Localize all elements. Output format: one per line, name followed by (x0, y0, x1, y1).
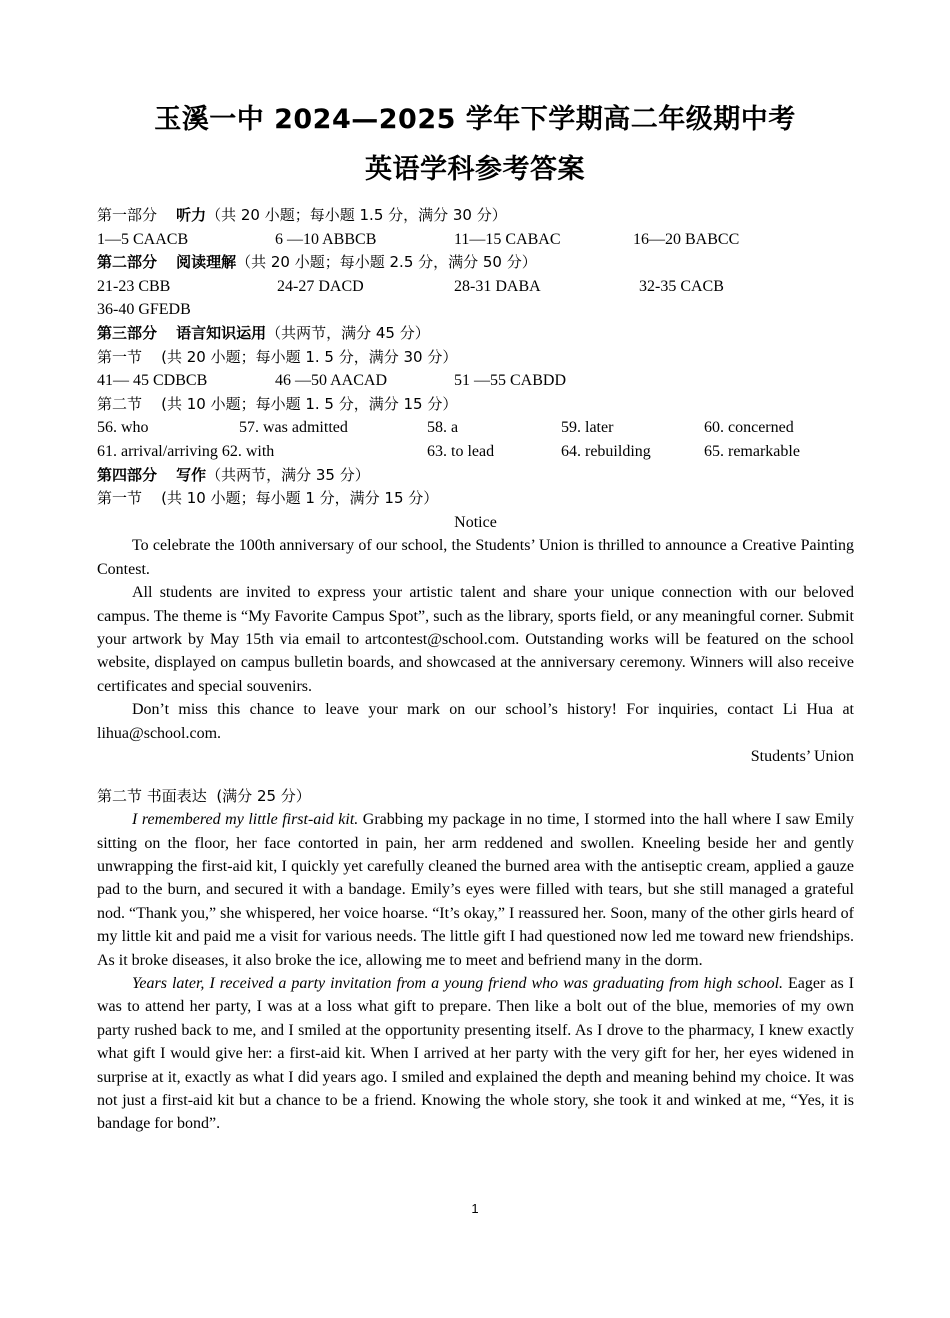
answer-content (97, 204, 854, 1136)
part3-sec2-row1 (97, 416, 854, 440)
essay-paragraph (97, 808, 854, 972)
answer-group: 32-35 CACB (639, 277, 724, 295)
notice-paragraph: All students are invited to express your artistic talent and share your unique connection with our beloved campus. The theme is “My Favorite Campus Spot”, such as the library, sports field, or any meaningful corner. Submit your artwork by May 15th via email to artcontest@school.com. Outstanding works will be featured on the school website, displayed on campus bulletin boards, and showcased at the anniversary ceremony. Winners will also receive certificates and special souvenirs. (97, 584, 854, 695)
section-label: 第一节 (97, 347, 143, 366)
answer-group: 28-31 DABA (454, 277, 541, 295)
answer-group: 51 —55 CABDD (454, 372, 567, 390)
answer-group: 46 —50 AACAD (275, 372, 388, 390)
part4-name: 写作 (176, 465, 207, 484)
section-label: 第二节 书面表达 (97, 786, 207, 805)
notice-heading: Notice (454, 513, 497, 531)
answer-item: 57. was admitted (239, 419, 348, 437)
part2-answers (97, 275, 854, 299)
notice-paragraph: To celebrate the 100th anniversary of our school, the Students’ Union is thrilled to announce a Creative Painting Contest. (97, 537, 854, 578)
part3-heading (97, 322, 854, 346)
section-note: (满分 25 分） (216, 786, 311, 805)
part2-note: （共 20 小题；每小题 2.5 分，满分 50 分） (236, 253, 537, 272)
answer-group: 21-23 CBB (97, 277, 171, 295)
part4-sec2-heading (97, 785, 854, 809)
part1-note: （共 20 小题；每小题 1.5 分，满分 30 分） (206, 206, 507, 224)
notice-signature: Students’ Union (750, 747, 854, 765)
title-line-1: 玉溪一中 2024—2025 学年下学期高二年级期中考 (154, 104, 796, 135)
essay-lead-sentence: Years later, I received a party invitation from a young friend who was graduating from high school. (132, 975, 784, 992)
part3-sec1-heading (97, 346, 854, 370)
answer-group: 16—20 BABCC (633, 230, 740, 248)
part1-name: 听力 (176, 206, 207, 224)
answer-item: 64. rebuilding (561, 442, 651, 460)
part2-name: 阅读理解 (176, 253, 237, 272)
answer-group: 36-40 GFEDB (97, 301, 191, 319)
essay-body: Eager as I was to attend her party, I was at a loss what gift to prepare. Then like a bolt out of the blue, memories of my own party rushed back to me, and I smiled at the opportunity presenting itself. As I drove to the pharmacy, I knew exactly what gift I would give her: a first-aid kit. When I arrived at her party with the very gift for her, her eyes widened in surprise at it, exactly as what I did years ago. I smiled and explained the depth and meaning behind my choice. It was not just a first-aid kit but a chance to be a friend. Knowing the whole story, she took it and winked at me, “Yes, it is bandage for bond”. (97, 975, 855, 1133)
title-line-2: 英语学科参考答案 (365, 154, 585, 185)
part3-prefix: 第三部分 (97, 323, 158, 342)
part1-prefix: 第一部分 (97, 206, 158, 224)
section-label: 第二节 (97, 394, 143, 413)
essay-lead-sentence: I remembered my little first-aid kit. (132, 811, 359, 829)
answer-item: 58. a (427, 419, 459, 437)
section-label: 第一节 (97, 489, 143, 508)
part2-heading (97, 251, 854, 275)
answer-group: 1—5 CAACB (97, 230, 189, 248)
part1-answers (97, 228, 854, 252)
essay-paragraph (97, 972, 854, 1136)
page-number: 1 (471, 1201, 479, 1216)
part4-note: （共两节，满分 35 分） (206, 465, 370, 484)
answer-item: 61. arrival/arriving 62. with (97, 442, 275, 460)
part3-name: 语言知识运用 (176, 323, 267, 342)
answer-group: 6 —10 ABBCB (275, 230, 377, 248)
answer-group: 24-27 DACD (277, 277, 364, 295)
part3-sec2-row2 (97, 440, 854, 464)
part2-answers-2 (97, 298, 854, 322)
part2-prefix: 第二部分 (97, 253, 158, 272)
part4-sec1-heading (97, 487, 854, 511)
part4-prefix: 第四部分 (97, 465, 158, 484)
answer-item: 56. who (97, 419, 149, 437)
answer-item: 59. later (561, 419, 614, 437)
answer-item: 65. remarkable (704, 442, 800, 460)
part3-sec2-heading (97, 393, 854, 417)
part3-sec1-answers (97, 369, 854, 393)
section-note: (共 10 小题；每小题 1 分，满分 15 分） (161, 489, 439, 508)
answer-item: 60. concerned (704, 419, 794, 437)
answer-item: 63. to lead (427, 442, 495, 460)
part1-heading (97, 204, 854, 228)
essay-body: Grabbing my package in no time, I stormed into the hall where I saw Emily sitting on the floor, her face contorted in pain, her arm reddened and swollen. Kneeling beside her and gently unwrapping the first-aid kit, I quickly yet carefully cleaned the burned area with the antiseptic cream, applied a gauze pad to the burn, and secured it with a bandage. Emily’s eyes were filled with tears, but she still managed a grateful nod. “Thank you,” she whispered, her voice hoarse. “It’s okay,” I reassured her. Soon, many of the other girls heard of my little kit and paid me a visit for various needs. The little gift I had questioned now led me toward new friendships. As it broke diseases, it also broke the ice, allowing me to meet and befriend many in the dorm. (97, 811, 854, 969)
answer-group: 11—15 CABAC (454, 230, 561, 248)
part4-heading (97, 464, 854, 488)
answer-group: 41— 45 CDBCB (97, 372, 208, 390)
part3-note: （共两节，满分 45 分） (266, 323, 430, 342)
section-note: (共 10 小题；每小题 1. 5 分，满分 15 分） (161, 394, 458, 413)
spacer (97, 769, 854, 785)
section-note: (共 20 小题；每小题 1. 5 分，满分 30 分） (161, 347, 458, 366)
notice-paragraph: Don’t miss this chance to leave your mark on our school’s history! For inquiries, contact Li Hua at lihua@school.com. (97, 701, 854, 742)
